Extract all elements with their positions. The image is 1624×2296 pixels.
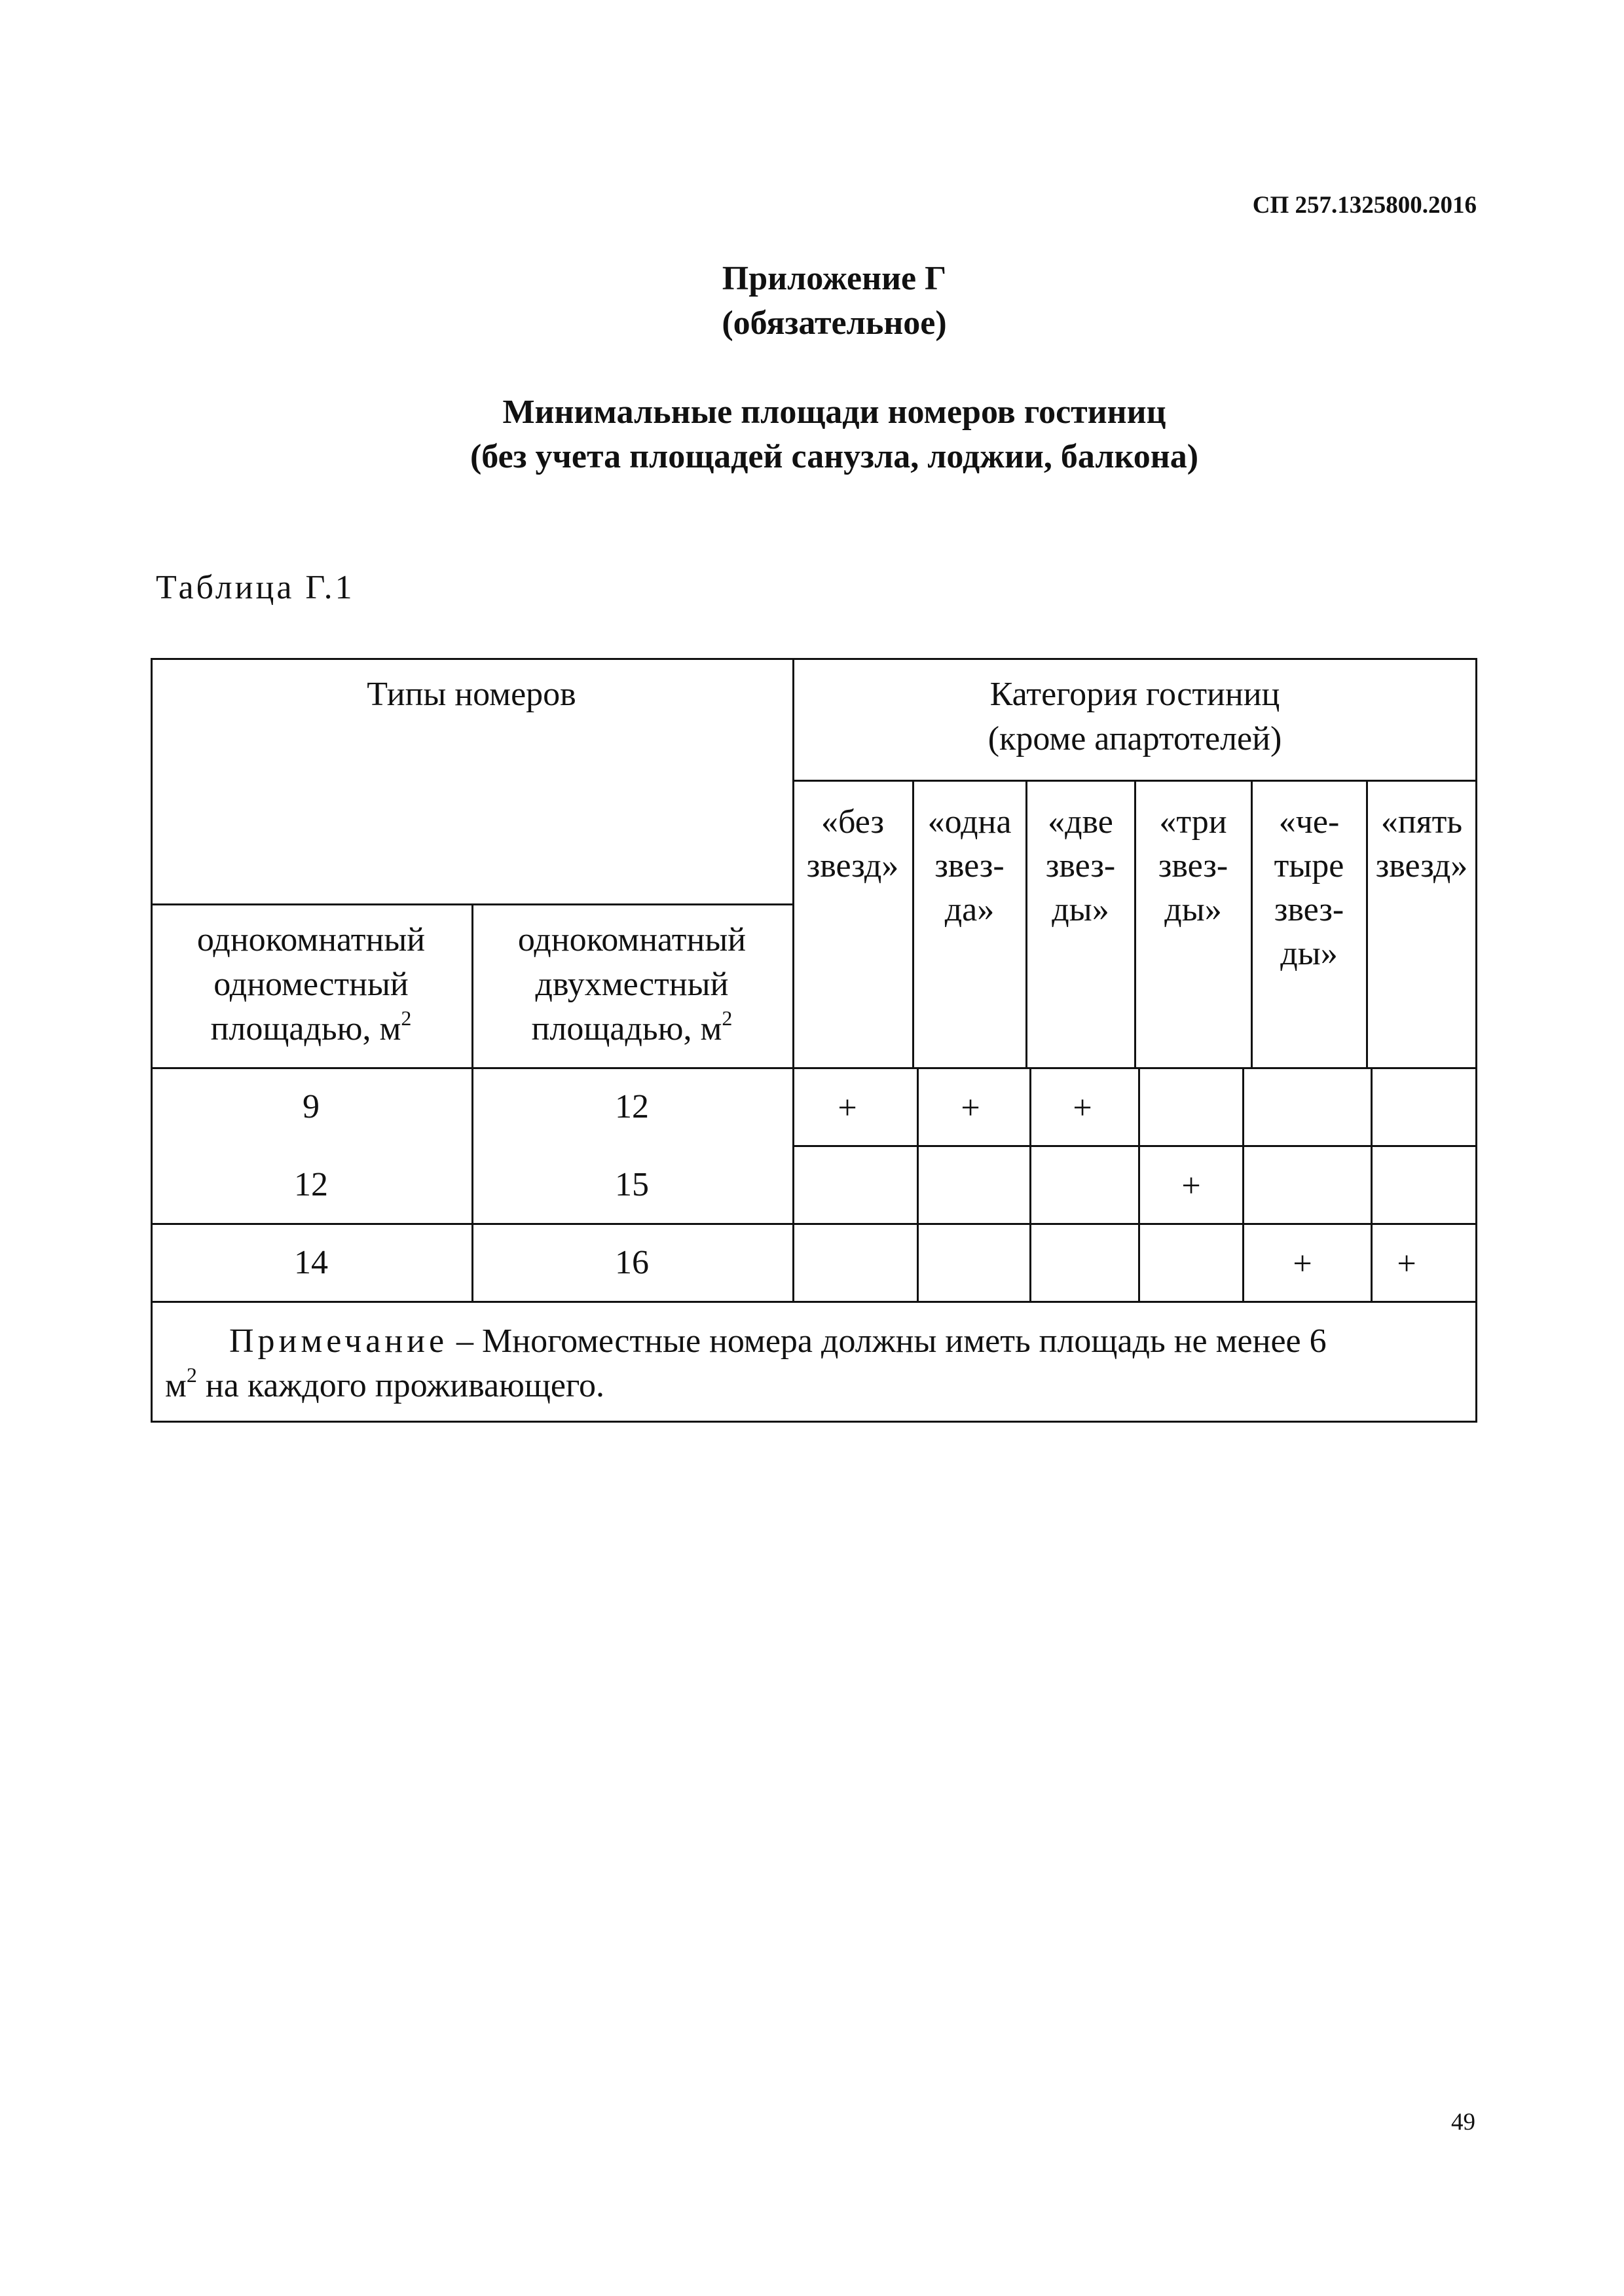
cat-divider-2-body (1029, 1067, 1031, 1303)
table-border-top (151, 658, 1477, 660)
category-one-star: «одна звез- да» (927, 803, 1012, 928)
row2-double-area: 15 (615, 1166, 649, 1203)
note-text-part1: – Многоместные номера должны иметь площадь не менее 6 (448, 1322, 1327, 1360)
category-two-stars: «две звез- ды» (1045, 803, 1116, 928)
note-label: Примечание (229, 1322, 449, 1360)
row3-double-area: 16 (615, 1244, 649, 1281)
row3-single-area: 14 (294, 1244, 328, 1281)
cat-divider-3-body (1138, 1067, 1140, 1303)
room-type-single-header: однокомнатный одноместный площадью, $м^2$ (196, 921, 426, 1048)
row1-single-area: 9 (303, 1088, 320, 1125)
room-types-header: Типы номеров (367, 676, 576, 713)
header-bottom-line (151, 1067, 1477, 1069)
row1-mark-no-stars: + (838, 1089, 857, 1127)
appendix-heading (22, 257, 1624, 346)
cat-divider-4-body (1242, 1067, 1244, 1303)
row3-mark-five-stars: + (1397, 1245, 1416, 1283)
row1-double-area: 12 (615, 1088, 649, 1125)
document-code: СП 257.1325800.2016 (1252, 192, 1477, 219)
category-three-stars: «три звез- ды» (1158, 803, 1228, 928)
page-number: 49 (1451, 2109, 1475, 2136)
table-caption: Таблица Г.1 (156, 569, 355, 606)
category-header-line2: (кроме апартотелей) (987, 720, 1282, 757)
table-border-right (1475, 658, 1477, 1423)
document-title-line2: (без учета площадей санузла, лоджии, балкона) (470, 438, 1199, 475)
row2-divider (151, 1223, 1477, 1225)
cat-divider-5-body (1371, 1067, 1373, 1303)
table-border-bottom (151, 1421, 1477, 1423)
row2-single-area: 12 (294, 1166, 328, 1203)
row1-divider (792, 1145, 1477, 1147)
table-note: Примечание – Многоместные номера должны иметь площадь не менее 6 $м^2$ на каждого проживающего. (165, 1322, 1327, 1404)
row1-mark-two-stars: + (1073, 1089, 1092, 1127)
row3-mark-four-stars: + (1293, 1245, 1312, 1283)
category-no-stars: «без звезд» (806, 803, 899, 884)
row2-mark-three-stars: + (1181, 1167, 1201, 1205)
room-area-table (151, 658, 1477, 1423)
document-title (22, 390, 1624, 479)
row3-divider (151, 1301, 1477, 1303)
appendix-title: Приложение Г (722, 260, 947, 297)
category-header-line1: Категория гостиниц (989, 676, 1280, 713)
room-type-double-header: однокомнатный двухместный площадью, $м^2$ (517, 921, 747, 1048)
category-five-stars: «пять звезд» (1375, 803, 1468, 884)
appendix-status: (обязательное) (722, 304, 947, 342)
cat-divider-1-body (917, 1067, 919, 1303)
row1-mark-one-star: + (961, 1089, 980, 1127)
category-four-stars: «че- тыре звез- ды» (1274, 803, 1344, 972)
document-title-line1: Минимальные площади номеров гостиниц (502, 393, 1166, 431)
category-header (792, 672, 1477, 761)
